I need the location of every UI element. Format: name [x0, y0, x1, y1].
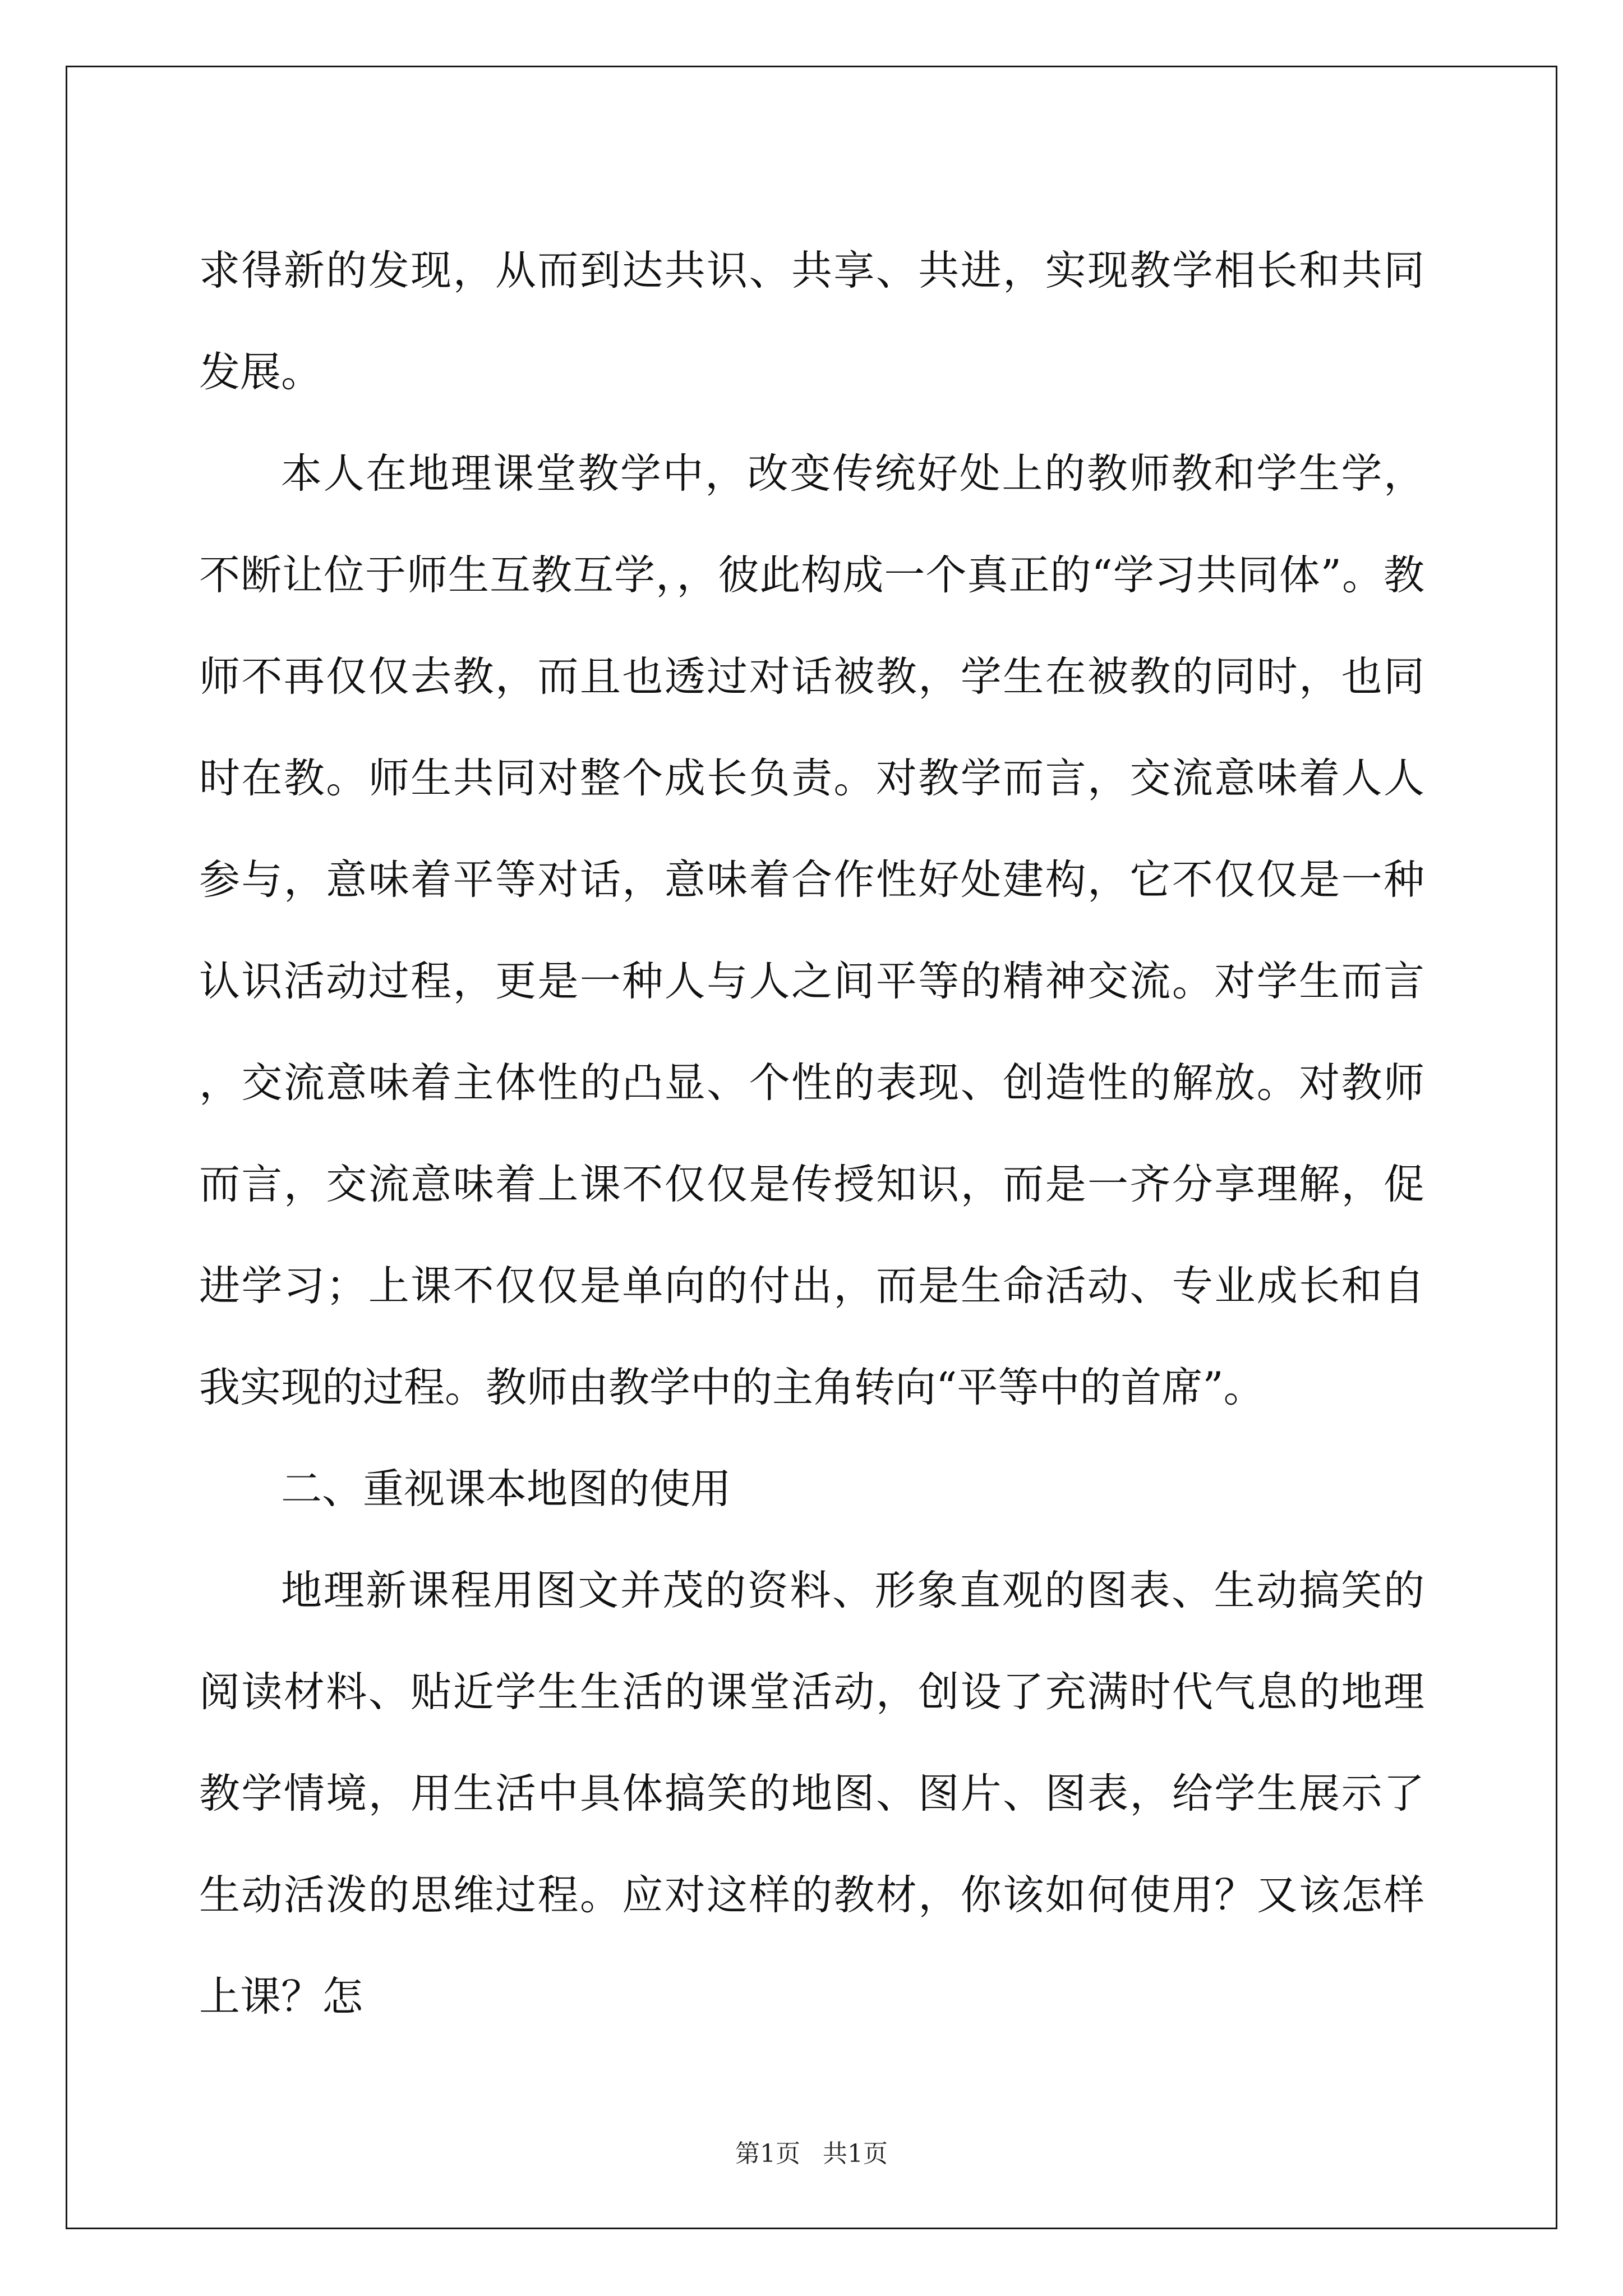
document-body [199, 220, 1424, 2047]
page-total: 共1页 [823, 2139, 888, 2168]
paragraph-1: 求得新的发现，从而到达共识、共享、共进，实现教学相长和共同发展。 [199, 247, 1424, 396]
page-footer [0, 2137, 1623, 2171]
section-heading: 二、重视课本地图的使用 [281, 1465, 731, 1513]
page-number: 第1页 [735, 2139, 800, 2168]
paragraph-3: 地理新课程用图文并茂的资料、形象直观的图表、生动搞笑的阅读材料、贴近学生生活的课堂活动，创设了充满时代气息的地理教学情境，用生活中具体搞笑的地图、图片、图表，给学生展示了生动活泼的思维过程。应对这样的教材，你该如何使用？又该怎样上课？怎 [199, 1567, 1424, 2021]
paragraph-2: 本人在地理课堂教学中，改变传统好处上的教师教和学生学，不断让位于师生互教互学，，彼此构成一个真正的“学习共同体”。教师不再仅仅去教，而且也透过对话被教，学生在被教的同时，也同时在教。师生共同对整个成长负责。对教学而言，交流意味着人人参与，意味着平等对话，意味着合作性好处建构，它不仅仅是一种认识活动过程，更是一种人与人之间平等的精神交流。对学生而言，交流意味着主体性的凸显、个性的表现、创造性的解放。对教师而言，交流意味着上课不仅仅是传授知识，而是一齐分享理解，促进学习；上课不仅仅是单向的付出，而是生命活动、专业成长和自我实现的过程。教师由教学中的主角转向“平等中的首席”。 [199, 450, 1424, 1411]
